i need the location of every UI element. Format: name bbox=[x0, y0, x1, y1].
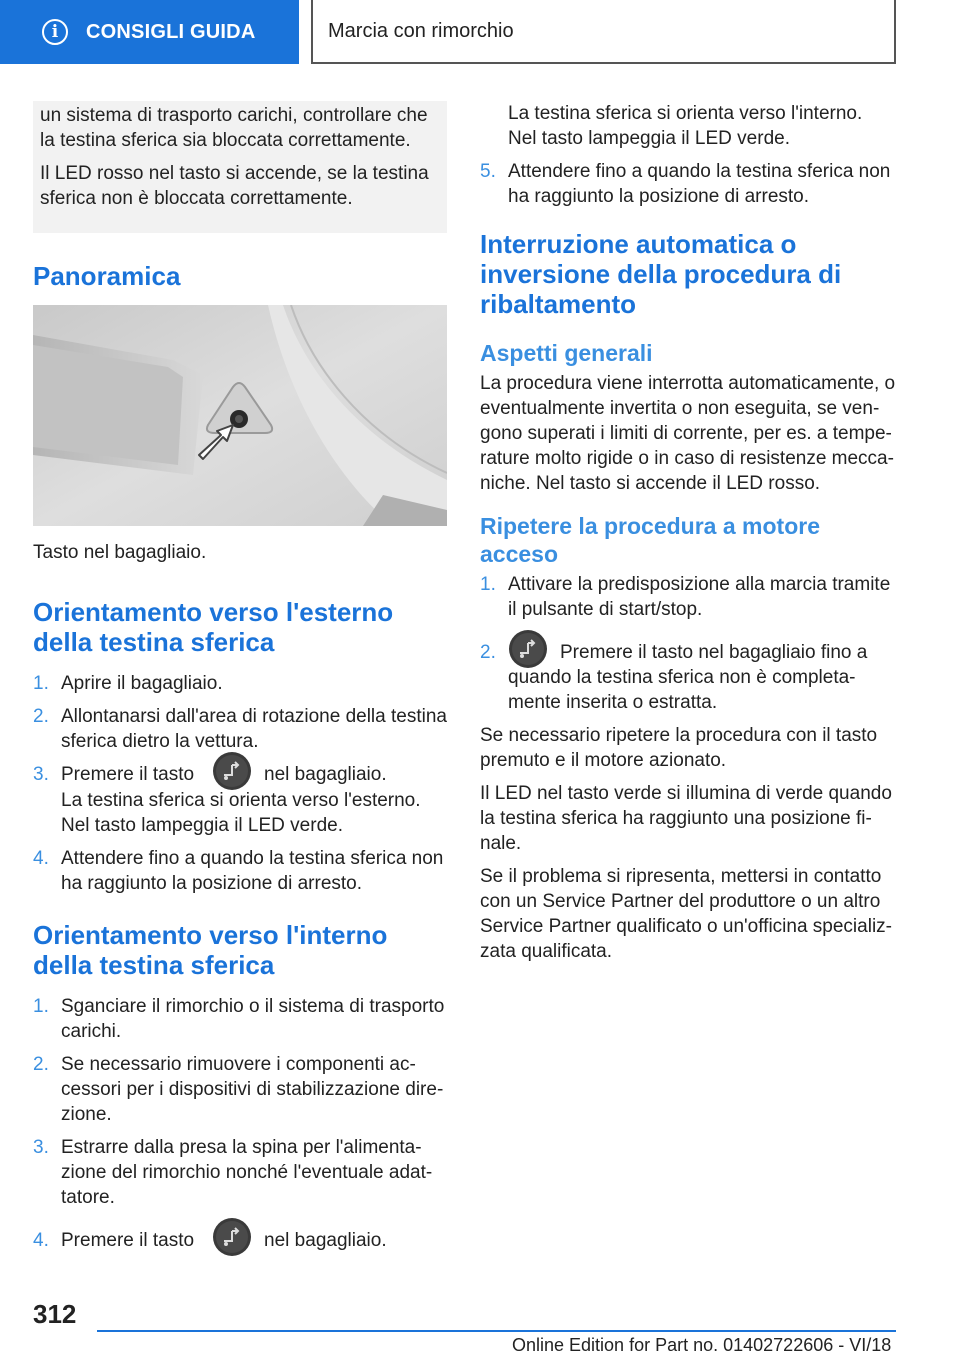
list-item bbox=[33, 1228, 447, 1253]
step-text: Aprire il bagagliaio. bbox=[61, 673, 223, 694]
step-text: Attendere fino a quando la testina sferica non ha raggiunto la posizione di arresto. bbox=[508, 161, 891, 207]
tow-hitch-button-icon bbox=[212, 751, 252, 791]
ripetere-steps bbox=[480, 572, 896, 715]
edition-text: Online Edition for Part no. 01402722606 - VI/18 bbox=[512, 1335, 892, 1355]
heading-interruzione: Interruzione automatica o inversione della procedura di ribaltamento bbox=[480, 229, 842, 319]
step-continuation: La testina sferica si orienta verso l'interno. Nel tasto lampeggia il LED verde. bbox=[508, 103, 863, 149]
step-text: nel bagagliaio. bbox=[264, 764, 387, 785]
section-tab[interactable] bbox=[0, 0, 299, 64]
step-text: Premere il tasto nel bagagliaio fino a quando la testina sferica non è completamente inserita o estratta. bbox=[508, 642, 868, 713]
step-number: 3. bbox=[33, 764, 49, 785]
list-item bbox=[33, 1052, 447, 1127]
step-number: 2. bbox=[480, 642, 496, 663]
right-column bbox=[480, 101, 896, 972]
heading-ripetere: Ripetere la procedura a motore acceso bbox=[480, 513, 820, 567]
step-number: 1. bbox=[33, 996, 49, 1017]
page-header-title: Marcia con rimorchio bbox=[311, 0, 896, 64]
tow-hitch-button-icon bbox=[212, 1217, 252, 1257]
interno-steps bbox=[33, 994, 447, 1253]
heading-panoramica: Panoramica bbox=[33, 261, 181, 291]
step-text: Se necessario rimuovere i componenti accessori per i dispositivi di stabilizzazione direzione. bbox=[61, 1054, 444, 1125]
list-item bbox=[33, 1135, 447, 1210]
info-icon: i bbox=[42, 19, 68, 45]
esterno-steps bbox=[33, 671, 447, 896]
paragraph: Se il problema si ripresenta, mettersi in contatto con un Service Partner del produttore o un altro Service Partner qualificato o un'officina specializzata qualificata. bbox=[480, 866, 892, 962]
list-item bbox=[480, 572, 896, 622]
paragraph: La procedura viene interrotta automaticamente, o eventualmente invertita o non eseguita, se vengono superati i limiti di corrente, per es. a temperature molto rigide o in caso di resistenze meccaniche. Nel tasto si accende il LED rosso. bbox=[480, 373, 896, 494]
left-column bbox=[33, 101, 447, 1277]
step-number: 5. bbox=[480, 161, 496, 182]
step-continuation: La testina sferica si orienta verso l'esterno. Nel tasto lampeggia il LED verde. bbox=[61, 790, 421, 836]
paragraph: Se necessario ripetere la procedura con il tasto premuto e il motore azionato. bbox=[480, 725, 878, 771]
step-text: Attivare la predisposizione alla marcia tramite il pulsante di start/stop. bbox=[508, 574, 891, 620]
step-text: Premere il tasto bbox=[61, 1230, 195, 1251]
step-text: Estrarre dalla presa la spina per l'alimentazione del rimorchio nonché l'eventuale adattatore. bbox=[61, 1137, 433, 1208]
step-number: 3. bbox=[33, 1137, 49, 1158]
list-item bbox=[33, 762, 447, 787]
step-number: 2. bbox=[33, 1054, 49, 1075]
step-text: Attendere fino a quando la testina sferica non ha raggiunto la posizione di arresto. bbox=[61, 848, 444, 894]
step-text: Allontanarsi dall'area di rotazione della testina sferica dietro la vettura. bbox=[61, 706, 447, 752]
step-number: 4. bbox=[33, 848, 49, 869]
trunk-button-photo bbox=[33, 305, 447, 526]
step-text: Sganciare il rimorchio o il sistema di trasporto carichi. bbox=[61, 996, 445, 1042]
step-text: Premere il tasto bbox=[61, 764, 195, 785]
page-number: 312 bbox=[33, 1299, 77, 1329]
list-item bbox=[33, 671, 447, 696]
heading-interno: Orientamento verso l'interno della testina sferica bbox=[33, 920, 388, 980]
list-item bbox=[33, 846, 447, 896]
step-number: 2. bbox=[33, 706, 49, 727]
footer-divider bbox=[97, 1330, 896, 1332]
interno-steps-cont bbox=[480, 159, 896, 209]
photo-caption: Tasto nel bagagliaio. bbox=[33, 542, 207, 563]
step-text: nel bagagliaio. bbox=[264, 1230, 387, 1251]
tow-hitch-button-icon bbox=[508, 629, 548, 669]
note-box bbox=[33, 101, 447, 233]
list-item bbox=[33, 704, 447, 754]
step-number: 1. bbox=[480, 574, 496, 595]
list-item bbox=[480, 640, 896, 715]
note-paragraph: un sistema di trasporto carichi, controllare che la testina sferica sia bloccata correttamente. bbox=[40, 105, 428, 151]
list-item bbox=[33, 994, 447, 1044]
paragraph: Il LED nel tasto verde si illumina di verde quando la testina sferica ha raggiunto una posizione finale. bbox=[480, 783, 892, 854]
step-number: 4. bbox=[33, 1230, 49, 1251]
note-paragraph: Il LED rosso nel tasto si accende, se la testina sferica non è bloccata correttamente. bbox=[40, 163, 429, 209]
step-number: 1. bbox=[33, 673, 49, 694]
heading-esterno: Orientamento verso l'esterno della testina sferica bbox=[33, 597, 394, 657]
section-tab-label: CONSIGLI GUIDA bbox=[86, 20, 256, 43]
list-item bbox=[480, 159, 896, 209]
heading-aspetti: Aspetti generali bbox=[480, 340, 653, 366]
